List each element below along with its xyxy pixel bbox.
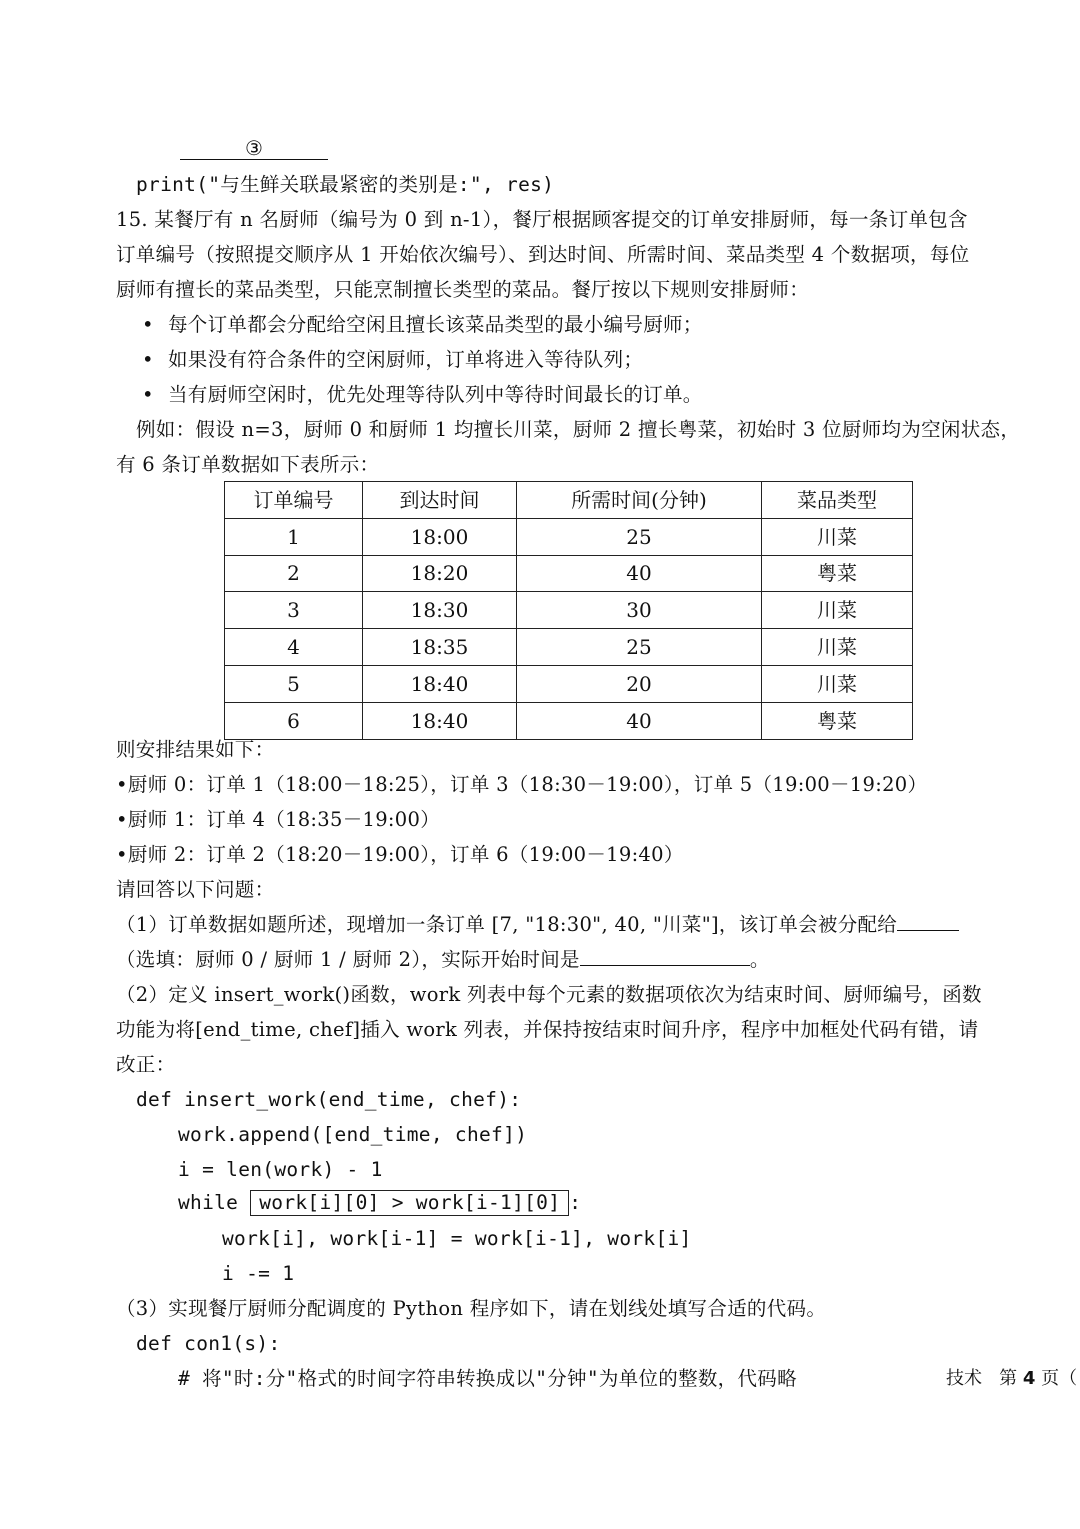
table-cell: 18:00 xyxy=(363,518,517,555)
table-row xyxy=(225,702,913,739)
code-comment: # 将"时:分"格式的时间字符串转换成以"分钟"为单位的整数，代码略 xyxy=(178,1367,797,1390)
code-init-i: i = len(work) - 1 xyxy=(178,1158,383,1181)
header-dish-type: 菜品类型 xyxy=(762,482,913,519)
part2-line-1: （2）定义 insert_work()函数，work 列表中每个元素的数据项依次为结束时间、厨师编号，函数 xyxy=(116,983,982,1006)
result-chef-1: •厨师 1：订单 4（18:35－19:00） xyxy=(116,808,441,831)
table-cell: 25 xyxy=(517,629,762,666)
orders-table xyxy=(224,481,913,740)
header-order-id: 订单编号 xyxy=(225,482,363,519)
part1-line-1 xyxy=(116,912,959,938)
rule-bullet-2: • xyxy=(142,348,154,371)
answer-blank-chef xyxy=(897,912,959,931)
part2-line-2: 功能为将[end_time, chef]插入 work 列表，并保持按结束时间升序，程序中加框处代码有错，请 xyxy=(116,1018,979,1041)
table-cell: 川菜 xyxy=(762,518,913,555)
table-cell: 4 xyxy=(225,629,363,666)
code-colon: : xyxy=(569,1191,582,1214)
rule-2: 如果没有符合条件的空闲厨师，订单将进入等待队列； xyxy=(168,348,644,371)
rule-bullet-3: • xyxy=(142,383,154,406)
table-cell: 2 xyxy=(225,555,363,592)
result-chef-0: •厨师 0：订单 1（18:00－18:25），订单 3（18:30－19:00），订单 5（19:00－19:20） xyxy=(116,773,928,796)
table-cell: 18:40 xyxy=(363,702,517,739)
table-header-row xyxy=(225,482,913,519)
table-cell: 25 xyxy=(517,518,762,555)
table-cell: 粤菜 xyxy=(762,702,913,739)
table-cell: 5 xyxy=(225,665,363,702)
table-cell: 川菜 xyxy=(762,592,913,629)
part1-text: （1）订单数据如题所述，现增加一条订单 [7, "18:30", 40, "川菜"]，该订单会被分配给 xyxy=(116,913,898,936)
code-def-insert-work: def insert_work(end_time, chef): xyxy=(136,1088,522,1111)
q15-intro-line-3: 厨师有擅长的菜品类型，只能烹制擅长类型的菜品。餐厅按以下规则安排厨师： xyxy=(116,278,810,301)
part3-line: （3）实现餐厅厨师分配调度的 Python 程序如下，请在划线处填写合适的代码。 xyxy=(116,1297,827,1320)
rule-bullet-1: • xyxy=(142,313,154,336)
footer-page-suffix: 页（ xyxy=(1041,1368,1078,1389)
table-cell: 18:35 xyxy=(363,629,517,666)
table-cell: 川菜 xyxy=(762,629,913,666)
code-append: work.append([end_time, chef]) xyxy=(178,1123,528,1146)
rule-3: 当有厨师空闲时，优先处理等待队列中等待时间最长的订单。 xyxy=(168,383,703,406)
table-row xyxy=(225,629,913,666)
table-row xyxy=(225,518,913,555)
table-cell: 3 xyxy=(225,592,363,629)
code-while-line xyxy=(178,1190,581,1216)
part1-period: 。 xyxy=(749,948,770,971)
example-line-2: 有 6 条订单数据如下表所示： xyxy=(116,453,380,476)
table-row xyxy=(225,592,913,629)
table-cell: 川菜 xyxy=(762,665,913,702)
result-chef-2: •厨师 2：订单 2（18:20－19:00），订单 6（19:00－19:40） xyxy=(116,843,684,866)
footer-subject: 技术 xyxy=(946,1368,982,1389)
table-cell: 18:30 xyxy=(363,592,517,629)
table-cell: 40 xyxy=(517,702,762,739)
answer-blank-start-time xyxy=(580,947,750,966)
table-cell: 18:40 xyxy=(363,665,517,702)
part2-line-3: 改正： xyxy=(116,1053,176,1076)
code-while-keyword: while xyxy=(178,1191,239,1214)
table-cell: 40 xyxy=(517,555,762,592)
code-boxed-condition: work[i][0] > work[i-1][0] xyxy=(250,1190,569,1216)
header-duration: 所需时间(分钟) xyxy=(517,482,762,519)
result-intro: 则安排结果如下： xyxy=(116,738,275,761)
table-cell: 6 xyxy=(225,702,363,739)
table-cell: 20 xyxy=(517,665,762,702)
table-cell: 30 xyxy=(517,592,762,629)
code-decrement: i -= 1 xyxy=(222,1262,295,1285)
print-statement: print("与生鲜关联最紧密的类别是:", res) xyxy=(136,173,555,196)
page-footer xyxy=(946,1367,1077,1391)
table-row xyxy=(225,555,913,592)
table-cell: 粤菜 xyxy=(762,555,913,592)
part1-text-2: （选填：厨师 0 / 厨师 1 / 厨师 2），实际开始时间是 xyxy=(116,948,580,971)
example-line-1: 例如：假设 n=3，厨师 0 和厨师 1 均擅长川菜，厨师 2 擅长粤菜，初始时 3 位厨师均为空闲状态， xyxy=(136,418,1021,441)
footer-page-prefix: 第 xyxy=(999,1368,1018,1389)
answer-blank-3: ③ xyxy=(180,137,328,160)
rule-1: 每个订单都会分配给空闲且擅长该菜品类型的最小编号厨师； xyxy=(168,313,703,336)
code-def-con1: def con1(s): xyxy=(136,1332,281,1355)
q15-intro-line-1: 15. 某餐厅有 n 名厨师（编号为 0 到 n-1），餐厅根据顾客提交的订单安排厨师，每一条订单包含 xyxy=(116,208,968,231)
header-arrival-time: 到达时间 xyxy=(363,482,517,519)
q15-intro-line-2: 订单编号（按照提交顺序从 1 开始依次编号）、到达时间、所需时间、菜品类型 4 个数据项，每位 xyxy=(116,243,970,266)
table-row xyxy=(225,665,913,702)
table-cell: 18:20 xyxy=(363,555,517,592)
footer-page-number: 4 xyxy=(1022,1368,1036,1389)
table-cell: 1 xyxy=(225,518,363,555)
part1-line-2 xyxy=(116,947,770,973)
ask-line: 请回答以下问题： xyxy=(116,878,275,901)
code-swap: work[i], work[i-1] = work[i-1], work[i] xyxy=(222,1227,692,1250)
